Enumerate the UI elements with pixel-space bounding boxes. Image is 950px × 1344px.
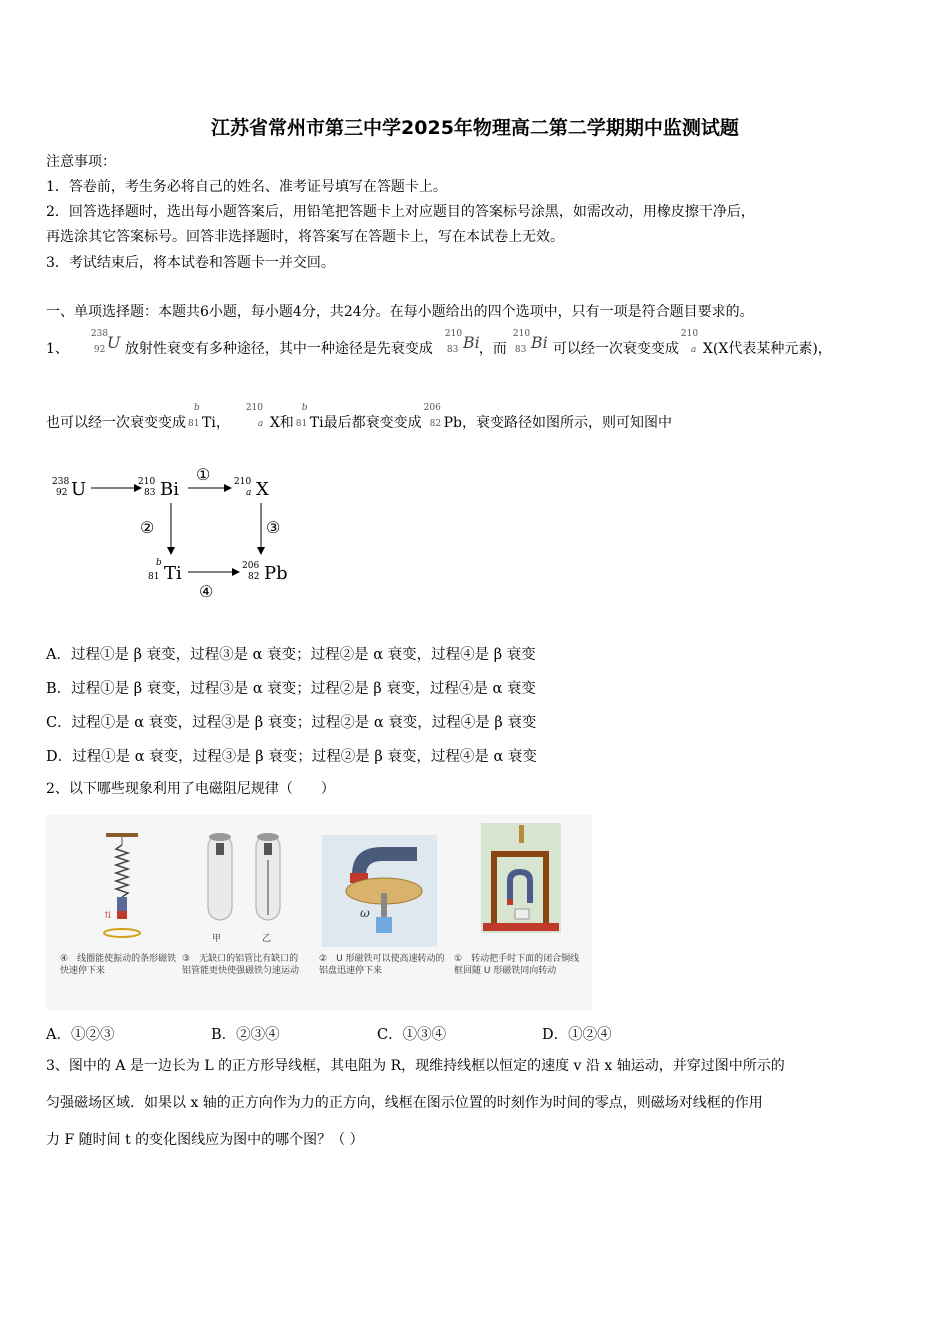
tube-label: 甲 [212, 934, 222, 944]
q2-stem: 2、以下哪些现象利用了电磁阻尼规律（ ） [46, 781, 335, 797]
isotope-bi: 210 83 Bi [512, 329, 548, 355]
q1-option-c[interactable]: C．过程①是 α 衰变，过程③是 β 衰变；过程②是 α 衰变，过程④是 β 衰变 [46, 715, 537, 731]
notice-heading: 注意事项： [46, 154, 116, 170]
notice-item: 再选涂其它答案标号。回答非选择题时，将答案写在答题卡上，写在本试卷上无效。 [46, 229, 564, 245]
isotope-u: 238 92 U [90, 329, 121, 355]
arrowhead [167, 547, 175, 555]
decay-diagram [46, 455, 306, 605]
arrowhead [232, 568, 240, 576]
rotating-frame-illustration [471, 815, 581, 950]
bi-mass: 210 [138, 477, 156, 487]
pb-symbol: Pb [264, 563, 288, 584]
isotope-ti: b 81 [188, 403, 200, 429]
q1-option-a[interactable]: A．过程①是 β 衰变，过程③是 α 衰变；过程②是 α 衰变，过程④是 β 衰变 [46, 647, 536, 663]
caption-1: ① 转动把手时下面的闭合铜线框回随 U 形磁铁同向转动 [454, 954, 580, 976]
process-2-label: ② [140, 518, 155, 537]
section-heading: 一、单项选择题：本题共6小题，每小题4分，共24分。在每小题给出的四个选项中，只有一项是符合题目要求的。 [46, 304, 754, 320]
ti-symbol: Ti [164, 563, 182, 584]
caption-3: ③ 无缺口的铝管比有缺口的铝管能更快使强磁铁匀速运动 [182, 954, 300, 976]
u-symbol: U [71, 479, 87, 500]
tube-label: 乙 [262, 934, 272, 944]
x-mass: 210 [234, 477, 252, 487]
arrowhead [257, 547, 265, 555]
page-title: 江苏省常州市第三中学2025年物理高二第二学期期中监测试题 [211, 117, 739, 139]
aluminum-tubes-illustration [196, 815, 316, 950]
q3-line: 匀强磁场区域．如果以 x 轴的正方向作为力的正方向，线框在图示位置的时刻作为时间的零点，则磁场对线框的作用 [46, 1095, 763, 1111]
caption-2: ② U 形磁铁可以使高速转动的铝盘迅速停下来 [319, 954, 445, 976]
caption-4: ④ 线圈能使振动的条形磁铁快速停下来 [60, 954, 177, 976]
u-magnet-disc-illustration [322, 835, 442, 950]
isotope-x: 210 a [680, 329, 699, 355]
q2-option-a[interactable]: A．①②③ [46, 1027, 115, 1043]
q1-line2: 也可以经一次衰变变成 b 81 Ti， 210 a X和 b 81 Ti最后都衰变变成 206 82 Pb，衰变路径如图所示，则可知图中 [46, 403, 673, 431]
u-mass: 238 [52, 477, 70, 487]
q3-line: 3、图中的 A 是一边长为 L 的正方形导线框，其电阻为 R，现维持线框以恒定的速度 v 沿 x 轴运动，并穿过图中所示的 [46, 1058, 785, 1074]
q2-option-d[interactable]: D．①②④ [542, 1027, 612, 1043]
q1-line1: 1、 238 92 U 放射性衰变有多种途径，其中一种途径是先衰变成 210 83 Bi ，而 210 83 Bi 可以经一次衰变变成 210 a X(X代表某种元素)， [46, 329, 832, 357]
isotope-ti: b 81 [295, 403, 308, 429]
notice-item: 2．回答选择题时，选出每小题答案后，用铅笔把答题卡上对应题目的答案标号涂黑，如需改动，用橡皮擦干净后， [46, 204, 755, 220]
notice-item: 3．考试结束后，将本试卷和答题卡一并交回。 [46, 255, 335, 271]
process-4-label: ④ [199, 582, 214, 601]
ti-mass: b [156, 558, 162, 568]
q3-line: 力 F 随时间 t 的变化图线应为图中的哪个图？（ ） [46, 1132, 364, 1148]
q1-option-b[interactable]: B．过程①是 β 衰变，过程③是 α 衰变；过程②是 β 衰变，过程④是 α 衰变 [46, 681, 536, 697]
q1-number: 1、 [46, 341, 69, 357]
isotope-bi: 210 83 Bi [444, 329, 480, 355]
bi-symbol: Bi [160, 479, 179, 500]
pb-z: 82 [248, 572, 260, 582]
spring-magnet-illustration [86, 815, 186, 950]
svg-text:⇅: ⇅ [104, 911, 112, 921]
q2-option-b[interactable]: B．②③④ [211, 1027, 280, 1043]
q1-option-d[interactable]: D．过程①是 α 衰变，过程③是 β 衰变；过程②是 β 衰变，过程④是 α 衰变 [46, 749, 537, 765]
q2-option-c[interactable]: C．①③④ [377, 1027, 447, 1043]
pb-mass: 206 [242, 561, 260, 571]
isotope-x: 210 a [245, 403, 264, 429]
process-1-label: ① [196, 465, 211, 484]
q2-figure [46, 815, 592, 1010]
x-z: a [246, 488, 252, 498]
notice-item: 1．答卷前，考生务必将自己的姓名、准考证号填写在答题卡上。 [46, 179, 447, 195]
arrowhead [224, 484, 232, 492]
bi-z: 83 [144, 488, 156, 498]
x-symbol: X [256, 479, 269, 500]
u-z: 92 [56, 488, 68, 498]
isotope-pb: 206 82 [423, 403, 442, 429]
process-3-label: ③ [266, 518, 281, 537]
omega-label: ω [360, 906, 370, 920]
ti-z: 81 [148, 572, 160, 582]
